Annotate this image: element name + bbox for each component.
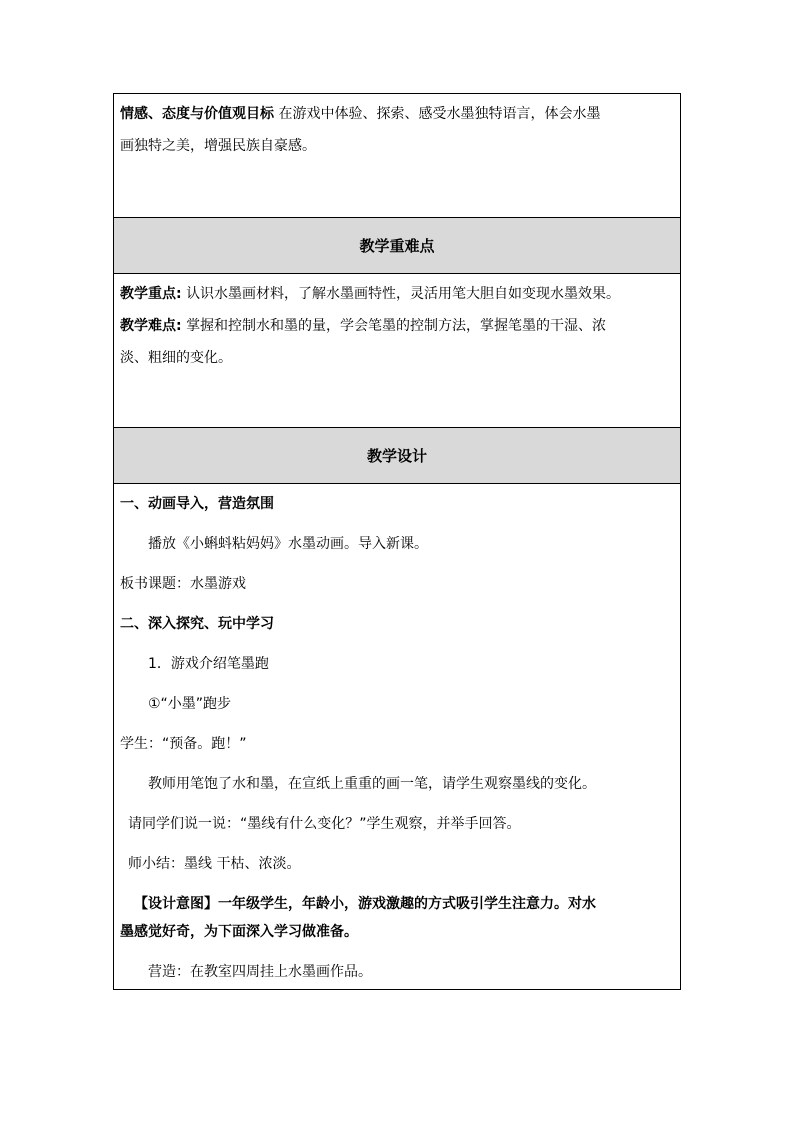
board-title: 板书课题：水墨游戏 <box>120 576 246 592</box>
goals-text-line2: 画独特之美，增强民族自豪感。 <box>120 138 316 154</box>
lesson-plan-table <box>113 93 681 990</box>
design-intent-line2: 墨感觉好奇，为下面深入学习做准备。 <box>120 924 358 940</box>
create-line: 营造：在教室四周挂上水墨画作品。 <box>148 964 372 980</box>
ink-run-item: ①“小墨”跑步 <box>148 696 232 712</box>
section1-paragraph: 播放《小蝌蚪粘妈妈》水墨动画。导入新课。 <box>148 536 428 552</box>
goals-text-line1: 在游戏中体验、探索、感受水墨独特语言，体会水墨 <box>278 106 601 122</box>
key-point-label: 教学重点: <box>120 286 182 302</box>
difficulty-heading: 教学重难点 <box>114 218 680 274</box>
ask-line: 请同学们说一说：“墨线有什么变化？”学生观察，并举手回答。 <box>128 816 521 832</box>
student-line: 学生：“预备。跑！” <box>120 736 247 752</box>
game-intro-item: 1．游戏介绍笔墨跑 <box>148 656 269 672</box>
hard-point-label: 教学难点: <box>120 318 182 334</box>
teacher-line: 教师用笔饱了水和墨，在宣纸上重重的画一笔，请学生观察墨线的变化。 <box>148 776 596 792</box>
hard-point-text-line1: 掌握和控制水和墨的量，学会笔墨的控制方法，掌握笔墨的干湿、浓 <box>186 318 607 334</box>
goals-label: 情感、态度与价值观目标 <box>120 106 274 122</box>
design-intent-line1: 【设计意图】一年级学生，年龄小，游戏激趣的方式吸引学生注意力。对水 <box>134 896 596 912</box>
key-point-text: 认识水墨画材料，了解水墨画特性，灵活用笔大胆自如变现水墨效果。 <box>186 286 621 302</box>
summary-line: 师小结：墨线 干枯、浓淡。 <box>128 856 301 872</box>
section1-title: 一、动画导入，营造氛围 <box>120 496 274 512</box>
design-heading: 教学设计 <box>114 428 680 484</box>
difficulty-cell <box>114 274 680 428</box>
design-cell <box>114 484 680 989</box>
section2-title: 二、深入探究、玩中学习 <box>120 616 274 632</box>
hard-point-text-line2: 淡、粗细的变化。 <box>120 350 232 366</box>
goals-cell <box>114 94 680 218</box>
